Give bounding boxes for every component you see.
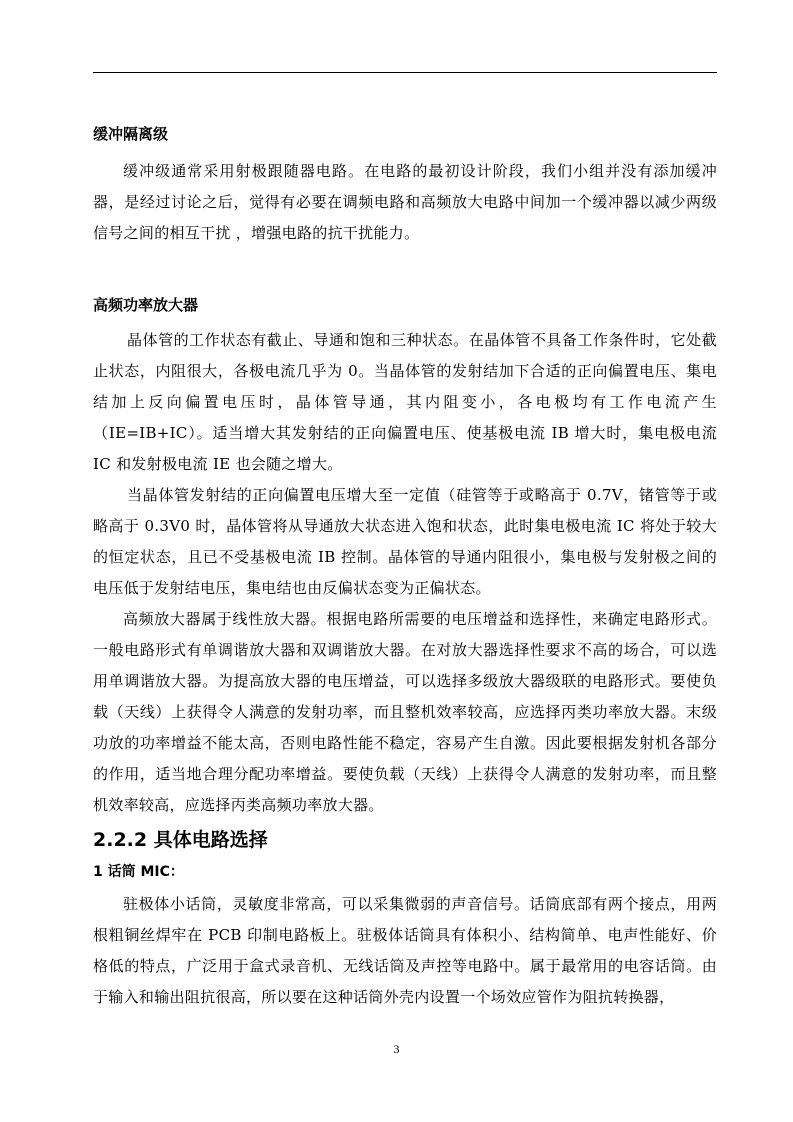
paragraph-transistor-states: 晶体管的工作状态有截止、导通和饱和三种状态。在晶体管不具备工作条件时，它处截止状态，内阻很大，各极电流几乎为 0。当晶体管的发射结加下合适的正向偏置电压、集电结加上反向偏置电压时，晶体管导通，其内阻变小，各电极均有工作电流产生（IE=IB+IC）。适当增大其发射结的正向偏置电压、使基极电流 IB 增大时，集电极电流 IC 和发射极电流 IE 也会随之增大。 — [93, 331, 717, 473]
subsection-heading-mic: 1 话筒 MIC： — [93, 864, 184, 880]
subsection-heading-circuit-selection: 2.2.2 具体电路选择 — [93, 829, 268, 851]
section-heading-buffer: 缓冲隔离级 — [93, 125, 169, 143]
page-number: 3 — [393, 1042, 400, 1056]
paragraph-hf-amplifier: 高频放大器属于线性放大器。根据电路所需要的电压增益和选择性，来确定电路形式。一般电路形式有单调谐放大器和双调谐放大器。在对放大器选择性要求不高的场合，可以选用单调谐放大器。为提高放大器的电压增益，可以选择多级放大器级联的电路形式。要使负载（天线）上获得令人满意的发射功率，而且整机效率较高，应选择丙类功率放大器。末级功放的功率增益不能太高，否则电路性能不稳定，容易产生自激。因此要根据发射机各部分的作用，适当地合理分配功率增益。要使负载（天线）上获得令人满意的发射功率，而且整机效率较高，应选择丙类高频功率放大器。 — [93, 610, 717, 814]
page-content — [93, 124, 717, 1013]
paragraph-buffer: 缓冲级通常采用射极跟随器电路。在电路的最初设计阶段，我们小组并没有添加缓冲器，是经过讨论之后，觉得有必要在调频电路和高频放大电路中间加一个缓冲器以减少两级信号之间的相互干扰 ，增强电路的抗干扰能力。 — [93, 162, 717, 242]
header-rule — [93, 72, 717, 73]
section-heading-hf-amp: 高频功率放大器 — [93, 296, 199, 314]
paragraph-mic: 驻极体小话筒，灵敏度非常高，可以采集微弱的声音信号。话筒底部有两个接点，用两根粗铜丝焊牢在 PCB 印制电路板上。驻极体话筒具有体积小、结构简单、电声性能好、价格低的特点，广泛用于盒式录音机、无线话筒及声控等电路中。属于最常用的电容话筒。由于输入和输出阻抗很高，所以要在这种话筒外壳内设置一个场效应管作为阻抗转换器， — [93, 895, 717, 1006]
paragraph-saturation: 当晶体管发射结的正向偏置电压增大至一定值（硅管等于或略高于 0.7V，锗管等于或略高于 0.3V0 时，晶体管将从导通放大状态进入饱和状态，此时集电极电流 IC 将处于较大的恒定状态，且已不受基极电流 IB 控制。晶体管的导通内阻很小，集电极与发射极之间的电压低于发射结电压，集电结也由反偏状态变为正偏状态。 — [93, 486, 717, 597]
